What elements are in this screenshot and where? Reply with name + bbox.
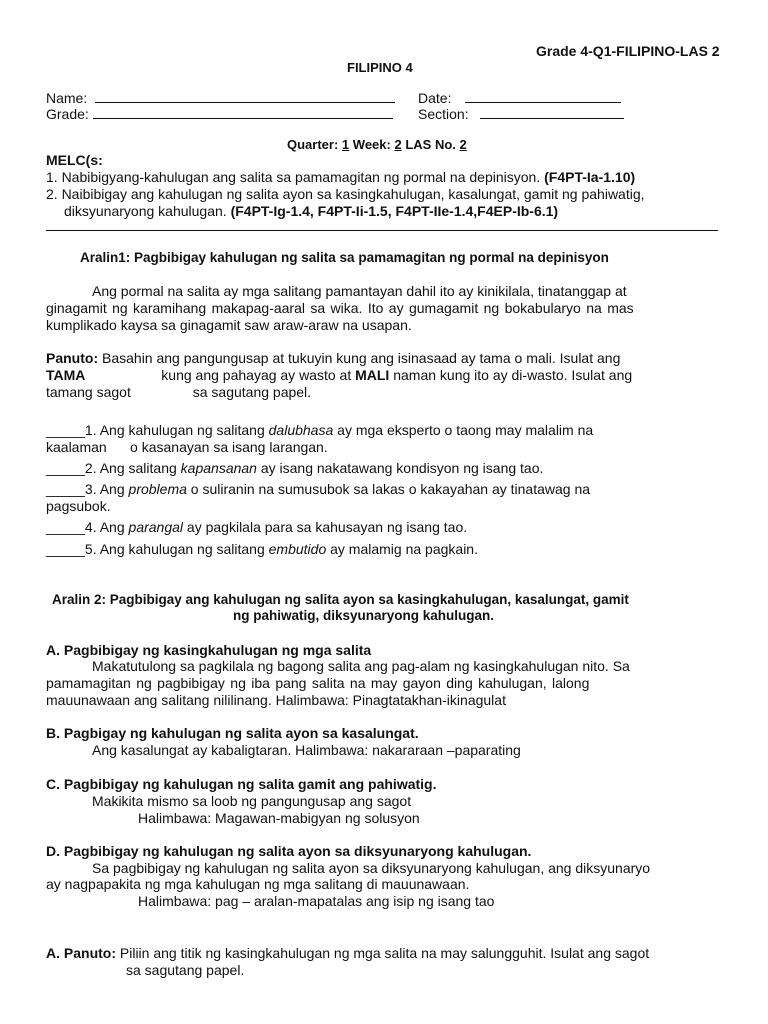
panuto-a-label: A. Panuto:: [46, 945, 116, 961]
section-divider: [46, 230, 718, 231]
item-4-word: parangal: [128, 519, 184, 535]
section-c-line1: Makikita mismo sa loob ng pangungusap ang sagot: [92, 793, 412, 809]
aralin1-para-line1: Ang pormal na salita ay mga salitang pamantayan dahil ito ay kinikilala, tinatanggap at: [92, 283, 627, 299]
melc-item-1: [46, 169, 635, 185]
panuto-text-2a: kung ang pahayag ay wasto at: [161, 367, 352, 383]
grade-field[interactable]: [46, 106, 393, 122]
item-2-pre: _____2. Ang salitang: [46, 460, 177, 476]
item-3-post: o suliranin na sumusubok sa lakas o kakayahan ay tinatawag na: [190, 481, 591, 497]
item-5-word: embutido: [268, 541, 327, 557]
section-a-line3: mauunawaan ang salitang nililinang. Halimbawa: Pinagtatakhan-ikinagulat: [46, 692, 506, 708]
item-4-pre: _____4. Ang: [46, 519, 125, 535]
item-2-post: ay isang nakatawang kondisyon ng isang tao.: [260, 460, 544, 476]
list-item: [46, 541, 478, 557]
panuto-text-3a: tamang sagot: [46, 384, 131, 400]
panuto-a-line1: [46, 945, 649, 961]
las-value: 2: [459, 137, 467, 152]
item-1-pre: _____1. Ang kahulugan ng salitang: [46, 422, 265, 438]
aralin2-title-line2: ng pahiwatig, diksyunaryong kahulugan.: [233, 608, 495, 623]
quarter-value: 1: [341, 137, 350, 152]
document-code: Grade 4-Q1-FILIPINO-LAS 2: [536, 43, 720, 59]
week-value: 2: [394, 137, 402, 152]
name-blank[interactable]: [95, 90, 395, 103]
list-item: [46, 460, 543, 476]
name-field[interactable]: [46, 90, 395, 106]
date-label: Date:: [418, 90, 452, 106]
section-d-title: D. Pagbibigay ng kahulugan ng salita ayon sa diksyunaryong kahulugan.: [46, 843, 532, 859]
tama-word: TAMA: [46, 367, 86, 383]
section-c-title: C. Pagbibigay ng kahulugan ng salita gamit ang pahiwatig.: [46, 776, 437, 792]
section-b-line1: Ang kasalungat ay kabaligtaran. Halimbawa: nakararaan –paparating: [92, 742, 521, 758]
quarter-label: Quarter:: [287, 137, 339, 152]
date-blank[interactable]: [465, 90, 621, 103]
panuto-a-line2: sa sagutang papel.: [126, 962, 245, 978]
grade-label: Grade:: [46, 106, 89, 122]
item-3-continued: pagsubok.: [46, 498, 111, 514]
mali-word: MALI: [355, 367, 390, 383]
item-1-word: dalubhasa: [268, 422, 334, 438]
grade-blank[interactable]: [93, 106, 393, 119]
quarter-line: [287, 137, 467, 152]
melc-item-2-line2: [64, 203, 558, 219]
list-item: [46, 519, 467, 535]
panuto-text-1: Basahin ang pangungusap at tukuyin kung ang isinasaad ay tama o mali. Isulat ang: [102, 350, 621, 366]
aralin1-para-line3: kumplikado kaysa sa ginagamit saw araw-araw na usapan.: [46, 317, 412, 333]
section-label: Section:: [418, 106, 469, 122]
melc-item-2-line1: 2. Naibibigay ang kahulugan ng salita ayon sa kasingkahulugan, kasalungat, gamit ng pahiwatig,: [46, 186, 645, 202]
panuto-text-3b: sa sagutang papel.: [192, 384, 312, 400]
melc-item-1-code: (F4PT-Ia-1.10): [544, 169, 636, 185]
melc-title: MELC(s:: [46, 152, 103, 168]
week-label: Week:: [352, 137, 391, 152]
section-c-line2: Halimbawa: Magawan-mabigyan ng solusyon: [138, 810, 420, 826]
date-field[interactable]: [418, 90, 621, 106]
panuto-label: Panuto:: [46, 350, 99, 366]
section-field[interactable]: [418, 106, 624, 122]
section-blank[interactable]: [480, 106, 624, 119]
item-1-continued: kaalaman o kasanayan sa isang larangan.: [46, 439, 328, 455]
section-b-title: B. Pagbigay ng kahulugan ng salita ayon sa kasalungat.: [46, 725, 419, 741]
aralin2-title-line1: Aralin 2: Pagbibigay ang kahulugan ng salita ayon sa kasingkahulugan, kasalungat, gamit: [52, 592, 629, 607]
item-4-post: ay pagkilala para sa kahusayan ng isang tao.: [186, 519, 468, 535]
section-a-title: A. Pagbibigay ng kasingkahulugan ng mga salita: [46, 642, 372, 658]
melc-item-1-text: 1. Nabibigyang-kahulugan ang salita sa pamamagitan ng pormal na depinisyon.: [46, 169, 541, 185]
item-1-post: ay mga eksperto o taong may malalim na: [337, 422, 594, 438]
section-a-line1: Makatutulong sa pagkilala ng bagong salita ang pag-alam ng kasingkahulugan nito. Sa: [92, 658, 630, 674]
aralin1-para-line2: ginagamit ng karamihang makapag-aaral sa wika. Ito ay gumagamit ng bokabularyo na mas: [46, 300, 634, 316]
melc-item-2-code: (F4PT-Ig-1.4, F4PT-Ii-1.5, F4PT-IIe-1.4,F4EP-Ib-6.1): [230, 203, 559, 219]
item-3-word: problema: [128, 481, 187, 497]
item-5-pre: _____5. Ang kahulugan ng salitang: [46, 541, 265, 557]
panuto-line2: [46, 367, 632, 383]
melc-item-2-text: diksyunaryong kahulugan.: [64, 203, 227, 219]
list-item: [46, 422, 593, 438]
item-3-pre: _____3. Ang: [46, 481, 125, 497]
panuto-a-text-1: Piliin ang titik ng kasingkahulugan ng mga salita na may salungguhit. Isulat ang sagot: [119, 945, 650, 961]
section-d-line1: Sa pagbibigay ng kahulugan ng salita ayon sa diksyunaryong kahulugan, ang diksyunaryo: [92, 860, 651, 876]
section-d-line2: ay nagpapakita ng mga kahulugan ng mga salitang di mauunawaan.: [46, 876, 470, 892]
panuto-line3: [46, 384, 311, 400]
section-d-line3: Halimbawa: pag – aralan-mapatalas ang isip ng isang tao: [138, 893, 495, 909]
aralin1-title: Aralin1: Pagbibigay kahulugan ng salita sa pamamagitan ng pormal na depinisyon: [80, 250, 609, 265]
item-2-word: kapansanan: [180, 460, 257, 476]
name-label: Name:: [46, 90, 88, 106]
panuto-line1: [46, 350, 620, 366]
list-item: [46, 481, 590, 497]
subject-title: FILIPINO 4: [347, 60, 413, 75]
section-a-line2: pamamagitan ng pagbibigay ng iba pang salita na may gayon ding kahulugan, lalong: [46, 675, 590, 691]
panuto-text-2b: naman kung ito ay di-wasto. Isulat ang: [393, 367, 633, 383]
item-5-post: ay malamig na pagkain.: [330, 541, 478, 557]
las-label: LAS No.: [405, 137, 456, 152]
